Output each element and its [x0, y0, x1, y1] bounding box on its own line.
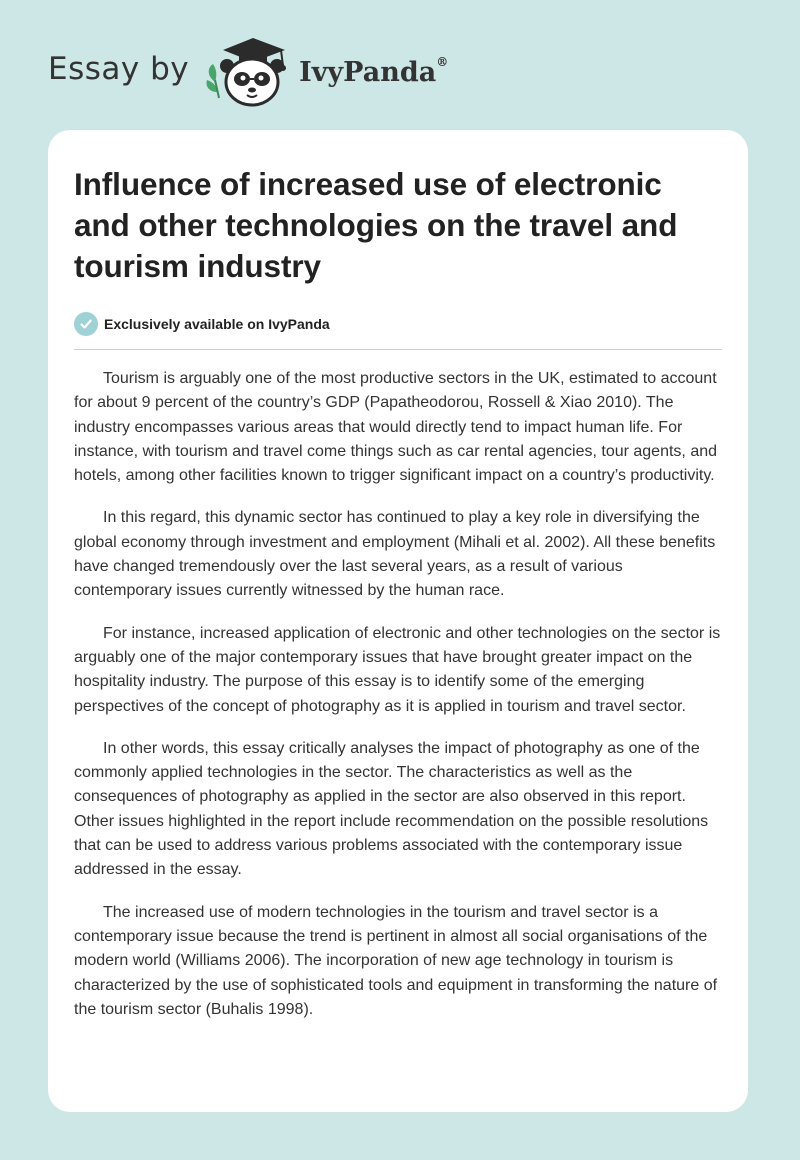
trademark-symbol: ®: [436, 54, 449, 69]
essay-body: [74, 367, 722, 1022]
paragraph: The increased use of modern technologies in the tourism and travel sector is a contemporary issue because the trend is pertinent in almost all social organisations of the modern world (Williams 2006). The incorporation of new age technology in tourism is characterized by the use of sophisticated tools and equipment in transforming the nature of the tourism sector (Buhalis 1998).: [74, 903, 718, 1018]
essay-card: [48, 130, 748, 1112]
check-circle-icon: [74, 312, 98, 336]
paragraph: For instance, increased application of electronic and other technologies on the sector is arguably one of the major contemporary issues that have brought greater impact on the hospitality industry. The purpose of this essay is to identify some of the emerging perspectives of the concept of photography as it is applied in tourism and travel sector.: [74, 624, 721, 715]
paragraph: In other words, this essay critically analyses the impact of photography as one of the commonly applied technologies in the sector. The characteristics as well as the consequences of photography as applied in the sector are also observed in this report. Other issues highlighted in the report include recommendation on the possible resolutions that can be used to address various problems associated with the contemporary issue addressed in the essay.: [74, 739, 709, 879]
exclusive-badge: [74, 312, 722, 336]
brand-name[interactable]: IvyPanda®: [299, 54, 449, 88]
brand-prefix: Essay by: [48, 51, 190, 87]
paragraph: In this regard, this dynamic sector has continued to play a key role in diversifying the global economy through investment and employment (Mihali et al. 2002). All these benefits have changed tremendously over the last several years, as a result of various contemporary issues currently witnessed by the human race.: [74, 509, 716, 600]
panda-graduate-icon[interactable]: [203, 36, 293, 108]
badge-text: Exclusively available on IvyPanda: [104, 316, 330, 332]
site-header: [48, 36, 448, 108]
paragraph: Tourism is arguably one of the most productive sectors in the UK, estimated to account for about 9 percent of the country’s GDP (Papatheodorou, Rossell & Xiao 2010). The industry encompasses various areas that would directly tend to impact human life. For instance, with tourism and travel come things such as car rental agencies, tour agents, and hotels, among other facilities known to trigger significant impact on a country’s productivity.: [74, 370, 718, 485]
page-title: Influence of increased use of electronic and other technologies on the travel and tourism industry: [74, 166, 678, 284]
divider: [74, 349, 722, 350]
